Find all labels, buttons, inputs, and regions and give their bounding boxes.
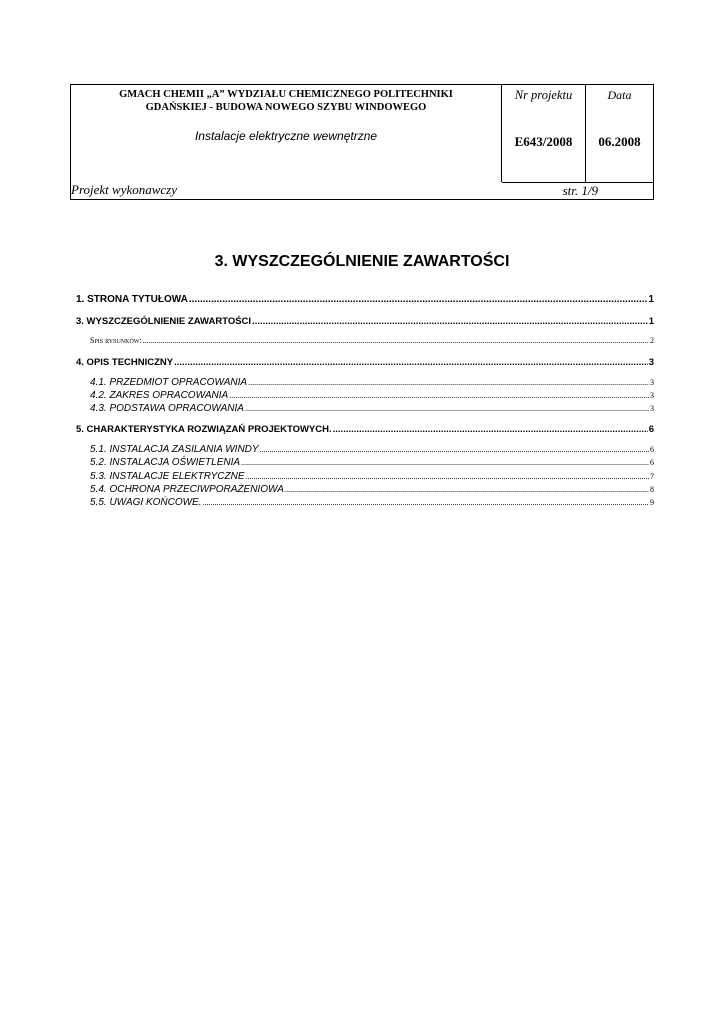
- toc-leader-dots: [260, 445, 649, 454]
- toc-leader-dots: [333, 424, 648, 435]
- project-number: E643/2008: [514, 134, 573, 149]
- toc-entry[interactable]: [90, 403, 654, 414]
- toc-entry[interactable]: [90, 390, 654, 401]
- toc-leader-dots: [245, 404, 649, 413]
- toc-entry-page: 1: [648, 294, 654, 305]
- toc-entry-page: 6: [648, 424, 654, 435]
- toc-entry-label: Spis rysunków:: [90, 336, 142, 345]
- toc-entry-label: 5. CHARAKTERYSTYKA ROZWIĄZAŃ PROJEKTOWYCH.: [76, 424, 332, 435]
- toc-leader-dots: [248, 378, 649, 387]
- toc-entry-page: 3: [648, 357, 654, 368]
- toc-leader-dots: [246, 472, 650, 481]
- document-subtitle: Instalacje elektryczne wewnętrzne: [194, 129, 378, 143]
- project-number-label: Nr projektu: [514, 88, 573, 102]
- toc-entry-page: 3: [650, 391, 654, 400]
- toc-entry-page: 6: [650, 458, 654, 467]
- date-value: 06.2008: [598, 134, 641, 149]
- toc-entry-page: 6: [650, 445, 654, 454]
- stage-cell: [71, 182, 502, 199]
- institution-line-1: GMACH CHEMII „A” WYDZIAŁU CHEMICZNEGO POLITECHNIKI: [119, 89, 453, 100]
- toc-leader-dots: [174, 357, 648, 368]
- institution-line-2: GDAŃSKIEJ - BUDOWA NOWEGO SZYBU WINDOWEGO: [145, 102, 427, 113]
- project-stage: Projekt wykonawczy: [71, 182, 178, 197]
- toc-entry-label: 5.4. OCHRONA PRZECIWPORAŻENIOWA: [90, 484, 284, 495]
- toc-entry-label: 4. OPIS TECHNICZNY: [76, 357, 174, 368]
- toc-entry[interactable]: [76, 424, 654, 435]
- toc-entry-label: 5.5. UWAGI KOŃCOWE.: [90, 497, 202, 508]
- toc-entry-label: 5.1. INSTALACJA ZASILANIA WINDY: [90, 444, 259, 455]
- date-label: Data: [607, 88, 632, 102]
- page-number-cell: [502, 182, 653, 199]
- toc-entry-page: 8: [650, 485, 654, 494]
- toc-entry[interactable]: [90, 471, 654, 482]
- toc-entry[interactable]: [90, 377, 654, 388]
- toc-entry[interactable]: [90, 497, 654, 508]
- toc-leader-dots: [241, 458, 649, 467]
- toc-entry[interactable]: [76, 357, 654, 368]
- toc-entry-page: 3: [650, 378, 654, 387]
- toc-entry-page: 7: [650, 472, 654, 481]
- toc-leader-dots: [203, 498, 650, 507]
- toc-entry[interactable]: [90, 457, 654, 468]
- date-cell: [586, 85, 653, 182]
- toc-entry[interactable]: [76, 294, 654, 305]
- toc-entry[interactable]: [76, 316, 654, 327]
- toc-entry[interactable]: [90, 444, 654, 455]
- header-table: [70, 84, 654, 200]
- toc-entry-label: 3. WYSZCZEGÓLNIENIE ZAWARTOŚCI: [76, 316, 252, 327]
- institution-title: [81, 88, 491, 114]
- toc-entry[interactable]: [90, 484, 654, 495]
- toc-entry-page: 1: [648, 316, 654, 327]
- toc-entry-page: 9: [650, 498, 654, 507]
- header-main-cell: [71, 85, 502, 182]
- toc-leader-dots: [285, 485, 649, 494]
- project-number-cell: [502, 85, 586, 182]
- toc-entry-page: 2: [650, 336, 654, 345]
- toc-leader-dots: [189, 294, 648, 305]
- toc-leader-dots: [143, 336, 649, 345]
- toc-entry-label: 4.1. PRZEDMIOT OPRACOWANIA: [90, 377, 248, 388]
- toc-entry-label: 5.2. INSTALACJA OŚWIETLENIA: [90, 457, 241, 468]
- toc-entry-label: 1. STRONA TYTUŁOWA: [76, 294, 188, 305]
- section-title: 3. WYSZCZEGÓLNIENIE ZAWARTOŚCI: [214, 253, 510, 270]
- page-number: str. 1/9: [562, 183, 598, 198]
- toc-entry-label: 4.2. ZAKRES OPRACOWANIA: [90, 390, 229, 401]
- toc-entry-page: 3: [650, 404, 654, 413]
- toc-entry[interactable]: [90, 336, 654, 345]
- toc-leader-dots: [252, 316, 648, 327]
- toc-leader-dots: [229, 391, 649, 400]
- toc-entry-label: 4.3. PODSTAWA OPRACOWANIA: [90, 403, 244, 414]
- toc-entry-label: 5.3. INSTALACJE ELEKTRYCZNE: [90, 471, 245, 482]
